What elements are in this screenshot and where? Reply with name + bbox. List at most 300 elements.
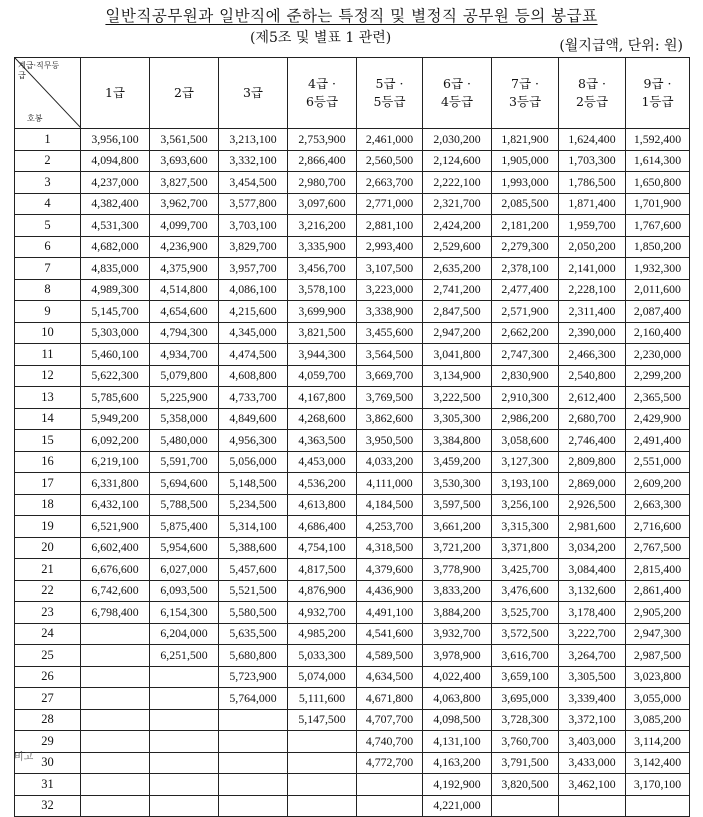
salary-cell: 6,742,600 (81, 580, 150, 602)
salary-cell: 2,011,600 (626, 279, 690, 301)
salary-cell: 3,703,100 (219, 215, 288, 237)
salary-cell: 3,041,800 (423, 344, 492, 366)
salary-cell: 4,772,700 (357, 752, 423, 774)
salary-cell: 2,378,100 (492, 258, 559, 280)
salary-cell: 3,833,200 (423, 580, 492, 602)
step-number-cell: 30 (15, 752, 81, 774)
salary-cell: 4,491,100 (357, 602, 423, 624)
salary-cell: 3,433,000 (559, 752, 626, 774)
salary-cell: 2,560,500 (357, 150, 423, 172)
salary-cell: 4,253,700 (357, 516, 423, 538)
salary-cell: 5,234,500 (219, 494, 288, 516)
salary-cell: 4,453,000 (288, 451, 357, 473)
column-header (423, 58, 492, 129)
salary-cell: 2,160,400 (626, 322, 690, 344)
step-number-cell: 9 (15, 301, 81, 323)
salary-cell: 5,635,500 (219, 623, 288, 645)
salary-cell: 3,561,500 (150, 129, 219, 151)
step-number-cell: 26 (15, 666, 81, 688)
salary-cell (288, 795, 357, 817)
step-number-cell: 18 (15, 494, 81, 516)
step-number-cell: 12 (15, 365, 81, 387)
salary-cell: 2,228,100 (559, 279, 626, 301)
salary-cell (150, 709, 219, 731)
step-number-cell: 20 (15, 537, 81, 559)
salary-cell: 3,216,200 (288, 215, 357, 237)
table-row (15, 709, 690, 731)
salary-cell: 2,571,900 (492, 301, 559, 323)
column-header (219, 58, 288, 129)
salary-cell: 4,989,300 (81, 279, 150, 301)
table-row (15, 516, 690, 538)
table-row (15, 129, 690, 151)
salary-cell: 4,733,700 (219, 387, 288, 409)
salary-cell: 4,932,700 (288, 602, 357, 624)
salary-cell: 3,564,500 (357, 344, 423, 366)
salary-cell (219, 709, 288, 731)
salary-cell: 3,616,700 (492, 645, 559, 667)
salary-cell: 1,932,300 (626, 258, 690, 280)
salary-cell: 2,815,400 (626, 559, 690, 581)
salary-cell: 3,577,800 (219, 193, 288, 215)
table-row (15, 150, 690, 172)
salary-cell: 1,905,000 (492, 150, 559, 172)
salary-cell: 5,303,000 (81, 322, 150, 344)
step-number-cell: 29 (15, 731, 81, 753)
salary-cell: 4,192,900 (423, 774, 492, 796)
salary-cell: 4,514,800 (150, 279, 219, 301)
salary-cell: 2,716,600 (626, 516, 690, 538)
table-row (15, 537, 690, 559)
salary-cell: 6,331,800 (81, 473, 150, 495)
salary-cell: 3,085,200 (626, 709, 690, 731)
salary-cell: 2,662,200 (492, 322, 559, 344)
salary-cell: 2,767,500 (626, 537, 690, 559)
salary-cell: 5,147,500 (288, 709, 357, 731)
step-number-cell: 32 (15, 795, 81, 817)
salary-cell: 2,881,100 (357, 215, 423, 237)
salary-cell: 3,699,900 (288, 301, 357, 323)
salary-cell: 5,580,500 (219, 602, 288, 624)
salary-cell (219, 795, 288, 817)
salary-cell: 3,223,000 (357, 279, 423, 301)
salary-cell: 5,949,200 (81, 408, 150, 430)
salary-cell: 2,141,000 (559, 258, 626, 280)
salary-cell: 3,459,200 (423, 451, 492, 473)
salary-cell: 1,592,400 (626, 129, 690, 151)
salary-cell: 4,985,200 (288, 623, 357, 645)
footer-fragment: 비고 (14, 752, 34, 763)
step-number-cell: 28 (15, 709, 81, 731)
salary-cell (219, 752, 288, 774)
step-number-cell: 10 (15, 322, 81, 344)
salary-cell: 4,167,800 (288, 387, 357, 409)
column-header (357, 58, 423, 129)
salary-cell: 4,754,100 (288, 537, 357, 559)
salary-cell: 2,181,200 (492, 215, 559, 237)
table-row (15, 731, 690, 753)
salary-cell: 3,425,700 (492, 559, 559, 581)
salary-cell: 4,608,800 (219, 365, 288, 387)
salary-cell: 3,962,700 (150, 193, 219, 215)
salary-cell: 3,572,500 (492, 623, 559, 645)
column-header (150, 58, 219, 129)
salary-cell: 2,741,200 (423, 279, 492, 301)
salary-cell: 2,609,200 (626, 473, 690, 495)
salary-cell: 1,624,400 (559, 129, 626, 151)
salary-cell: 1,703,300 (559, 150, 626, 172)
salary-cell: 4,033,200 (357, 451, 423, 473)
document-title: 일반직공무원과 일반직에 준하는 특정직 및 별정직 공무원 등의 봉급표 (105, 7, 598, 25)
salary-cell: 3,170,100 (626, 774, 690, 796)
salary-cell: 4,318,500 (357, 537, 423, 559)
salary-cell: 5,148,500 (219, 473, 288, 495)
salary-cell: 1,701,900 (626, 193, 690, 215)
salary-cell: 6,798,400 (81, 602, 150, 624)
salary-cell: 3,884,200 (423, 602, 492, 624)
salary-cell: 3,058,600 (492, 430, 559, 452)
salary-cell: 2,477,400 (492, 279, 559, 301)
salary-cell: 2,311,400 (559, 301, 626, 323)
salary-cell: 1,767,600 (626, 215, 690, 237)
salary-cell: 2,551,000 (626, 451, 690, 473)
column-header-line1: 3급 (242, 85, 264, 100)
salary-cell (81, 645, 150, 667)
salary-cell: 5,457,600 (219, 559, 288, 581)
salary-cell: 4,184,500 (357, 494, 423, 516)
salary-cell: 3,956,100 (81, 129, 150, 151)
salary-cell: 2,926,500 (559, 494, 626, 516)
salary-cell: 2,529,600 (423, 236, 492, 258)
salary-cell: 4,379,600 (357, 559, 423, 581)
table-row (15, 559, 690, 581)
salary-cell: 2,746,400 (559, 430, 626, 452)
salary-cell: 4,215,600 (219, 301, 288, 323)
table-row (15, 602, 690, 624)
salary-cell: 1,850,200 (626, 236, 690, 258)
salary-cell: 2,612,400 (559, 387, 626, 409)
salary-cell: 4,876,900 (288, 580, 357, 602)
table-row (15, 623, 690, 645)
salary-cell: 2,866,400 (288, 150, 357, 172)
salary-cell: 5,521,500 (219, 580, 288, 602)
salary-cell: 2,050,200 (559, 236, 626, 258)
step-number-cell: 24 (15, 623, 81, 645)
salary-cell: 4,221,000 (423, 795, 492, 817)
table-row (15, 322, 690, 344)
salary-cell: 2,861,400 (626, 580, 690, 602)
salary-cell: 6,092,200 (81, 430, 150, 452)
salary-cell: 3,597,500 (423, 494, 492, 516)
salary-cell: 2,753,900 (288, 129, 357, 151)
salary-cell: 2,491,400 (626, 430, 690, 452)
salary-cell (288, 774, 357, 796)
salary-cell: 2,847,500 (423, 301, 492, 323)
table-row (15, 645, 690, 667)
column-header (492, 58, 559, 129)
step-number-cell: 31 (15, 774, 81, 796)
salary-cell: 5,111,600 (288, 688, 357, 710)
salary-cell: 3,315,300 (492, 516, 559, 538)
table-row (15, 451, 690, 473)
salary-cell: 1,959,700 (559, 215, 626, 237)
salary-cell (219, 774, 288, 796)
step-number-cell: 5 (15, 215, 81, 237)
column-header-line1: 8급 · (578, 76, 606, 91)
salary-cell: 3,932,700 (423, 623, 492, 645)
table-row (15, 215, 690, 237)
salary-cell: 3,944,300 (288, 344, 357, 366)
salary-cell: 3,335,900 (288, 236, 357, 258)
salary-cell: 3,476,600 (492, 580, 559, 602)
salary-cell: 3,728,300 (492, 709, 559, 731)
table-row (15, 193, 690, 215)
salary-cell: 6,676,600 (81, 559, 150, 581)
salary-cell: 4,536,200 (288, 473, 357, 495)
table-row (15, 666, 690, 688)
salary-cell: 4,237,000 (81, 172, 150, 194)
salary-cell: 2,747,300 (492, 344, 559, 366)
salary-cell (81, 666, 150, 688)
salary-cell: 3,332,100 (219, 150, 288, 172)
salary-cell (288, 731, 357, 753)
salary-cell: 4,022,400 (423, 666, 492, 688)
salary-cell: 5,591,700 (150, 451, 219, 473)
salary-cell: 6,219,100 (81, 451, 150, 473)
salary-cell: 4,634,500 (357, 666, 423, 688)
salary-cell: 4,375,900 (150, 258, 219, 280)
salary-cell (150, 774, 219, 796)
salary-cell: 6,251,500 (150, 645, 219, 667)
corner-step-label: 호봉 (27, 114, 43, 123)
salary-cell: 4,063,800 (423, 688, 492, 710)
salary-cell: 2,321,700 (423, 193, 492, 215)
salary-cell: 3,403,000 (559, 731, 626, 753)
salary-cell: 3,778,900 (423, 559, 492, 581)
salary-cell: 2,947,200 (423, 322, 492, 344)
salary-cell: 3,454,500 (219, 172, 288, 194)
salary-cell: 3,530,300 (423, 473, 492, 495)
salary-cell: 6,204,000 (150, 623, 219, 645)
salary-cell: 4,682,000 (81, 236, 150, 258)
salary-cell: 3,127,300 (492, 451, 559, 473)
table-header-row (15, 58, 690, 129)
salary-cell: 2,085,500 (492, 193, 559, 215)
step-number-cell: 3 (15, 172, 81, 194)
salary-cell: 4,740,700 (357, 731, 423, 753)
unit-note: (월지급액, 단위: 원) (559, 38, 683, 54)
salary-cell: 1,993,000 (492, 172, 559, 194)
table-row (15, 172, 690, 194)
salary-cell: 2,299,200 (626, 365, 690, 387)
salary-cell: 4,589,500 (357, 645, 423, 667)
salary-cell: 4,059,700 (288, 365, 357, 387)
salary-cell: 4,099,700 (150, 215, 219, 237)
salary-cell: 2,680,700 (559, 408, 626, 430)
salary-cell: 3,055,000 (626, 688, 690, 710)
table-row (15, 365, 690, 387)
salary-cell: 4,268,600 (288, 408, 357, 430)
salary-cell (626, 795, 690, 817)
pay-scale-table (14, 57, 690, 817)
salary-cell: 3,222,500 (423, 387, 492, 409)
salary-cell: 2,830,900 (492, 365, 559, 387)
salary-cell: 2,987,500 (626, 645, 690, 667)
salary-cell: 4,474,500 (219, 344, 288, 366)
column-header-line1: 5급 · (375, 76, 404, 91)
step-number-cell: 17 (15, 473, 81, 495)
salary-cell: 5,875,400 (150, 516, 219, 538)
salary-cell: 4,163,200 (423, 752, 492, 774)
step-number-cell: 23 (15, 602, 81, 624)
column-header-line1: 2급 (173, 85, 195, 100)
step-number-cell: 13 (15, 387, 81, 409)
step-number-cell: 1 (15, 129, 81, 151)
step-number-cell: 7 (15, 258, 81, 280)
column-header (81, 58, 150, 129)
salary-cell: 6,027,000 (150, 559, 219, 581)
salary-cell: 1,786,500 (559, 172, 626, 194)
salary-cell: 1,871,400 (559, 193, 626, 215)
salary-cell: 2,279,300 (492, 236, 559, 258)
salary-cell: 3,950,500 (357, 430, 423, 452)
salary-cell: 5,480,000 (150, 430, 219, 452)
salary-cell: 5,358,000 (150, 408, 219, 430)
salary-cell (492, 795, 559, 817)
salary-cell: 4,686,400 (288, 516, 357, 538)
salary-cell: 3,862,600 (357, 408, 423, 430)
salary-cell: 3,372,100 (559, 709, 626, 731)
salary-cell: 3,525,700 (492, 602, 559, 624)
salary-cell (150, 666, 219, 688)
salary-cell (150, 688, 219, 710)
step-number-cell: 11 (15, 344, 81, 366)
salary-cell: 3,114,200 (626, 731, 690, 753)
table-row (15, 301, 690, 323)
salary-cell: 4,541,600 (357, 623, 423, 645)
salary-cell: 4,236,900 (150, 236, 219, 258)
column-header-line2: 4등급 (440, 94, 474, 109)
step-number-cell: 21 (15, 559, 81, 581)
salary-cell (357, 795, 423, 817)
salary-cell: 4,086,100 (219, 279, 288, 301)
salary-cell: 3,791,500 (492, 752, 559, 774)
step-number-cell: 14 (15, 408, 81, 430)
column-header-line2: 3등급 (508, 94, 542, 109)
column-header-line1: 6급 · (443, 76, 471, 91)
salary-cell (357, 774, 423, 796)
step-number-cell: 16 (15, 451, 81, 473)
salary-cell: 4,363,500 (288, 430, 357, 452)
salary-cell: 3,578,100 (288, 279, 357, 301)
table-row (15, 236, 690, 258)
column-header-line1: 1급 (104, 85, 126, 100)
salary-cell: 3,178,400 (559, 602, 626, 624)
column-header-line2: 6등급 (305, 94, 339, 109)
salary-cell: 5,225,900 (150, 387, 219, 409)
salary-cell: 3,134,900 (423, 365, 492, 387)
salary-cell: 5,145,700 (81, 301, 150, 323)
salary-cell: 3,669,700 (357, 365, 423, 387)
salary-cell: 4,382,400 (81, 193, 150, 215)
salary-cell: 5,680,800 (219, 645, 288, 667)
salary-cell: 6,432,100 (81, 494, 150, 516)
salary-cell: 4,707,700 (357, 709, 423, 731)
salary-cell: 2,124,600 (423, 150, 492, 172)
table-row (15, 795, 690, 817)
salary-cell: 3,659,100 (492, 666, 559, 688)
salary-cell: 1,614,300 (626, 150, 690, 172)
table-row (15, 494, 690, 516)
salary-cell: 2,869,000 (559, 473, 626, 495)
salary-cell: 2,087,400 (626, 301, 690, 323)
step-number-cell: 15 (15, 430, 81, 452)
salary-cell: 3,462,100 (559, 774, 626, 796)
salary-cell: 3,034,200 (559, 537, 626, 559)
column-header-line1: 7급 · (511, 76, 539, 91)
salary-cell: 3,305,500 (559, 666, 626, 688)
salary-cell: 4,613,800 (288, 494, 357, 516)
column-header-line1: 4급 · (308, 76, 336, 91)
salary-cell: 2,980,700 (288, 172, 357, 194)
salary-cell: 4,131,100 (423, 731, 492, 753)
salary-cell: 2,809,800 (559, 451, 626, 473)
salary-cell: 2,663,700 (357, 172, 423, 194)
table-row (15, 258, 690, 280)
table-row (15, 430, 690, 452)
salary-cell: 5,033,300 (288, 645, 357, 667)
salary-cell: 5,694,600 (150, 473, 219, 495)
salary-cell: 3,820,500 (492, 774, 559, 796)
salary-cell: 3,222,700 (559, 623, 626, 645)
salary-cell (81, 709, 150, 731)
salary-cell: 3,132,600 (559, 580, 626, 602)
salary-cell: 3,084,400 (559, 559, 626, 581)
salary-cell: 5,785,600 (81, 387, 150, 409)
salary-cell: 3,769,500 (357, 387, 423, 409)
salary-cell: 4,436,900 (357, 580, 423, 602)
salary-cell: 2,981,600 (559, 516, 626, 538)
table-row (15, 752, 690, 774)
salary-cell: 5,388,600 (219, 537, 288, 559)
salary-cell (150, 795, 219, 817)
salary-cell: 5,622,300 (81, 365, 150, 387)
salary-cell: 4,835,000 (81, 258, 150, 280)
corner-rank-label: 계급·직무등 급 (18, 61, 60, 80)
salary-cell: 4,111,000 (357, 473, 423, 495)
salary-cell: 5,460,100 (81, 344, 150, 366)
step-number-cell: 6 (15, 236, 81, 258)
column-header-line1: 9급 · (643, 76, 672, 91)
salary-cell: 3,695,000 (492, 688, 559, 710)
salary-cell: 3,978,900 (423, 645, 492, 667)
salary-cell: 2,222,100 (423, 172, 492, 194)
step-number-cell: 25 (15, 645, 81, 667)
salary-cell: 3,693,600 (150, 150, 219, 172)
salary-cell: 3,256,100 (492, 494, 559, 516)
salary-cell: 2,540,800 (559, 365, 626, 387)
salary-cell: 5,079,800 (150, 365, 219, 387)
table-row (15, 387, 690, 409)
salary-cell: 4,671,800 (357, 688, 423, 710)
salary-cell (81, 688, 150, 710)
salary-cell: 2,461,000 (357, 129, 423, 151)
salary-cell (81, 752, 150, 774)
salary-cell: 2,663,300 (626, 494, 690, 516)
salary-cell: 4,098,500 (423, 709, 492, 731)
salary-cell: 4,794,300 (150, 322, 219, 344)
column-header-line2: 1등급 (641, 94, 674, 109)
